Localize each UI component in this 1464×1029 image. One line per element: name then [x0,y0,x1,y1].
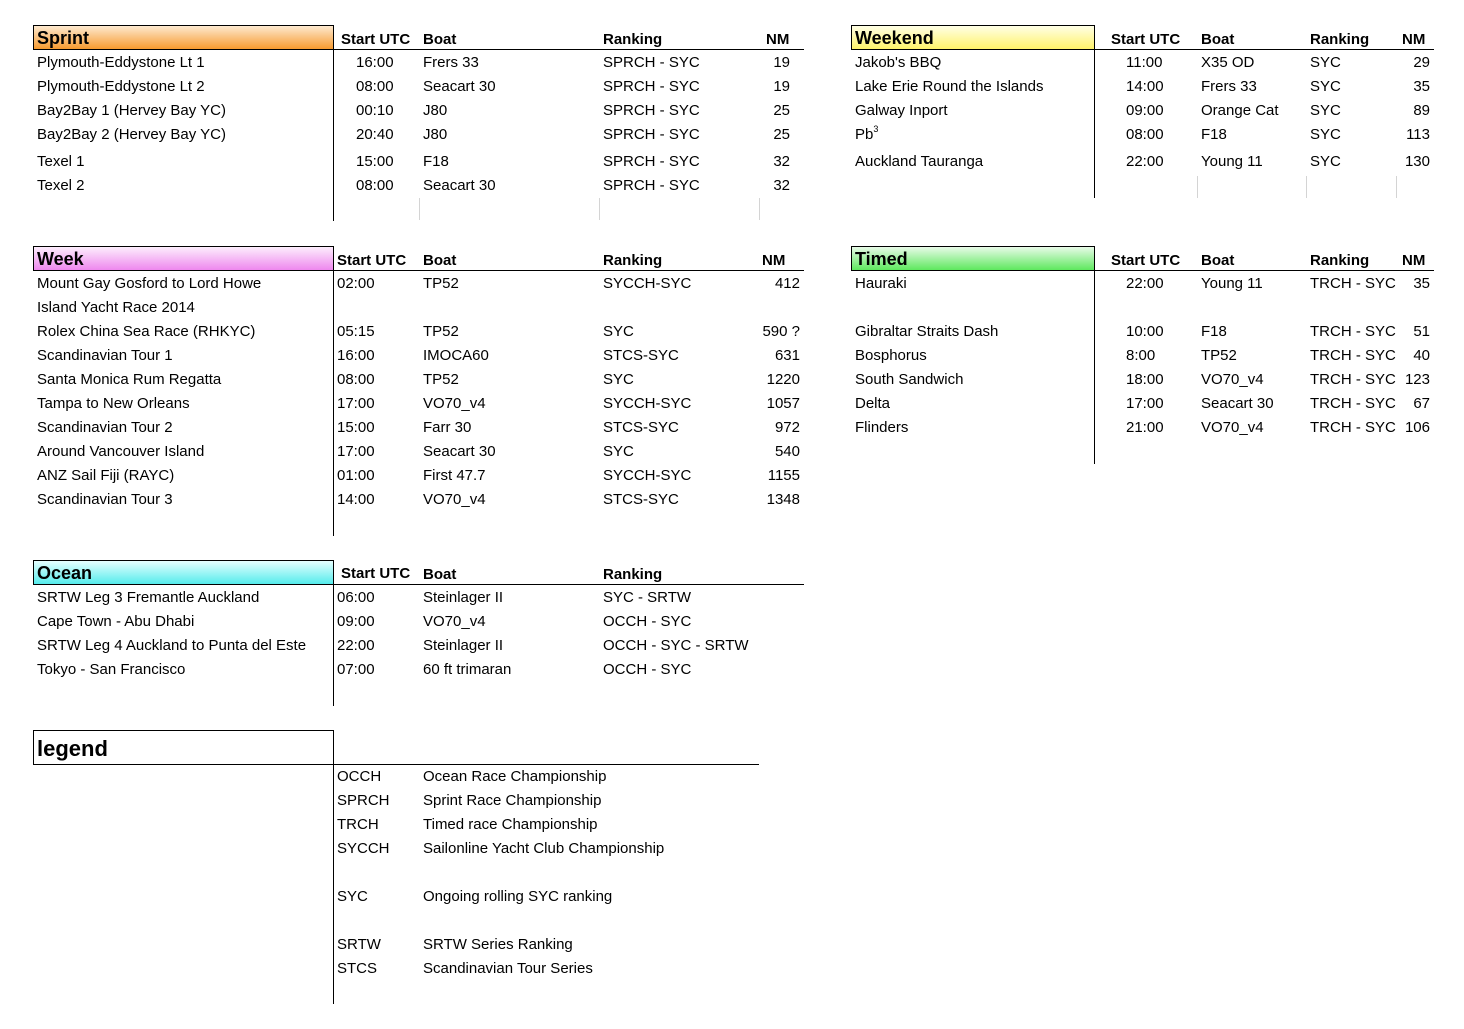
legend-title: legend [33,730,334,765]
timed-ranking-cell: TRCH - SYC [1310,347,1396,364]
sprint-header-nm: NM [766,31,790,48]
sprint-ranking-cell: SPRCH - SYC [603,177,700,194]
timed-boat-cell: Seacart 30 [1201,395,1274,412]
week-ranking-cell: STCS-SYC [603,419,679,436]
sprint-start-cell: 08:00 [356,78,394,95]
weekend-nm-cell: 89 [1413,102,1430,119]
week-boat-cell: TP52 [423,371,459,388]
week-boat-cell: Farr 30 [423,419,472,436]
week-boat-cell: VO70_v4 [423,491,486,508]
week-ranking-cell: STCS-SYC [603,491,679,508]
sprint-gridline [599,198,600,220]
week-boat-cell: VO70_v4 [423,395,486,412]
week-nm-cell: 631 [774,347,800,364]
week-start-cell: 02:00 [337,275,375,292]
sprint-nm-cell: 32 [773,177,790,194]
weekend-gridline [1197,176,1198,198]
timed-nm-cell: 35 [1413,275,1430,292]
weekend-boat-cell: F18 [1201,126,1227,143]
ocean-boat-cell: 60 ft trimaran [423,661,512,678]
timed-nm-cell: 40 [1413,347,1430,364]
weekend-boat-cell: Orange Cat [1201,102,1279,119]
weekend-gridline [1306,176,1307,198]
weekend-ranking-cell: SYC [1310,153,1341,170]
week-start-cell: 15:00 [337,419,375,436]
week-boat-cell: Seacart 30 [423,443,496,460]
legend-description: Timed race Championship [423,816,598,833]
sprint-start-cell: 00:10 [356,102,394,119]
week-ranking-cell: SYC [603,323,634,340]
sprint-boat-cell: J80 [423,126,448,143]
ocean-title: Ocean [33,560,334,585]
legend-code: OCCH [337,768,382,785]
sprint-boat-cell: Seacart 30 [423,78,496,95]
sprint-nm-cell: 19 [773,78,790,95]
sprint-name-cell: Bay2Bay 2 (Hervey Bay YC) [37,126,226,143]
timed-ranking-cell: TRCH - SYC [1310,323,1396,340]
timed-boat-cell: VO70_v4 [1201,371,1264,388]
legend-description: Ongoing rolling SYC ranking [423,888,613,905]
week-ranking-cell: SYCCH-SYC [603,467,692,484]
ocean-header-start: Start UTC [341,565,411,582]
week-nm-cell: 1348 [766,491,800,508]
week-divider [333,270,334,536]
week-nm-cell: 1155 [767,467,800,484]
sprint-title: Sprint [33,25,334,50]
weekend-boat-cell: Young 11 [1201,153,1263,170]
weekend-ranking-cell: SYC [1310,102,1341,119]
sprint-header-start: Start UTC [341,31,411,48]
sprint-ranking-cell: SPRCH - SYC [603,54,700,71]
weekend-start-cell: 08:00 [1126,126,1164,143]
timed-boat-cell: Young 11 [1201,275,1263,292]
weekend-nm-cell: 113 [1406,126,1430,143]
weekend-nm-cell: 130 [1404,153,1430,170]
sprint-gridline [419,198,420,220]
legend-description: SRTW Series Ranking [423,936,573,953]
timed-start-cell: 21:00 [1126,419,1164,436]
week-ranking-cell: STCS-SYC [603,347,679,364]
week-name-cell: Santa Monica Rum Regatta [37,371,222,388]
ocean-start-cell: 09:00 [337,613,375,630]
timed-boat-cell: VO70_v4 [1201,419,1264,436]
weekend-name-cell: Auckland Tauranga [855,153,984,170]
week-start-cell: 17:00 [337,443,375,460]
week-name-cell: Around Vancouver Island [37,443,205,460]
timed-header-ranking: Ranking [1310,252,1370,269]
legend-description: Sprint Race Championship [423,792,602,809]
sprint-header-boat: Boat [423,31,457,48]
timed-name-cell: Hauraki [855,275,907,292]
week-start-cell: 08:00 [337,371,375,388]
ocean-divider [333,584,334,706]
week-name-cell: Rolex China Sea Race (RHKYC) [37,323,256,340]
weekend-start-cell: 14:00 [1126,78,1164,95]
timed-name-cell: Bosphorus [855,347,927,364]
timed-nm-cell: 51 [1413,323,1430,340]
sprint-header-rule [334,49,804,50]
timed-header-start: Start UTC [1111,252,1181,269]
sprint-boat-cell: Seacart 30 [423,177,496,194]
timed-header-nm: NM [1402,252,1426,269]
timed-ranking-cell: TRCH - SYC [1310,275,1396,292]
legend-code: STCS [337,960,378,977]
week-name-cell: Scandinavian Tour 2 [37,419,173,436]
sprint-name-cell: Texel 2 [37,177,85,194]
week-ranking-cell: SYCCH-SYC [603,275,692,292]
ocean-header-ranking: Ranking [603,566,663,583]
weekend-gridline [1396,176,1397,198]
ocean-header-boat: Boat [423,566,457,583]
sprint-name-cell: Plymouth-Eddystone Lt 2 [37,78,205,95]
sprint-start-cell: 15:00 [356,153,394,170]
timed-divider [1094,270,1095,464]
week-header-nm: NM [762,252,786,269]
legend-description: Ocean Race Championship [423,768,607,785]
week-ranking-cell: SYC [603,371,634,388]
weekend-start-cell: 22:00 [1126,153,1164,170]
week-start-cell: 17:00 [337,395,375,412]
week-name-cell: Scandinavian Tour 3 [37,491,173,508]
ocean-ranking-cell: OCCH - SYC - SRTW [603,637,749,654]
week-start-cell: 05:15 [337,323,375,340]
sprint-boat-cell: J80 [423,102,448,119]
sprint-ranking-cell: SPRCH - SYC [603,78,700,95]
ocean-name-cell: SRTW Leg 3 Fremantle Auckland [37,589,260,606]
ocean-boat-cell: VO70_v4 [423,613,486,630]
weekend-start-cell: 11:00 [1126,54,1163,71]
sprint-ranking-cell: SPRCH - SYC [603,126,700,143]
week-ranking-cell: SYCCH-SYC [603,395,692,412]
week-nm-cell: 1220 [766,371,800,388]
weekend-name-cell: Pb$^3$ [855,124,879,143]
weekend-name-cell: Galway Inport [855,102,948,119]
week-header-ranking: Ranking [603,252,663,269]
legend-description: Sailonline Yacht Club Championship [423,840,665,857]
weekend-boat-cell: Frers 33 [1201,78,1257,95]
sprint-boat-cell: F18 [423,153,449,170]
weekend-header-start: Start UTC [1111,31,1181,48]
sprint-nm-cell: 19 [773,54,790,71]
ocean-start-cell: 07:00 [337,661,375,678]
ocean-name-cell: Cape Town - Abu Dhabi [37,613,195,630]
timed-start-cell: 8:00 [1126,347,1156,364]
timed-name-cell: Delta [855,395,891,412]
weekend-ranking-cell: SYC [1310,126,1341,143]
timed-boat-cell: TP52 [1201,347,1237,364]
timed-nm-cell: 67 [1413,395,1430,412]
week-boat-cell: IMOCA60 [423,347,489,364]
timed-name-cell: Flinders [855,419,909,436]
weekend-name-cell: Lake Erie Round the Islands [855,78,1044,95]
sprint-start-cell: 16:00 [356,54,394,71]
timed-start-cell: 10:00 [1126,323,1164,340]
timed-start-cell: 17:00 [1126,395,1164,412]
timed-name-cell: South Sandwich [855,371,964,388]
ocean-ranking-cell: SYC - SRTW [603,589,692,606]
sprint-boat-cell: Frers 33 [423,54,479,71]
sprint-name-cell: Bay2Bay 1 (Hervey Bay YC) [37,102,226,119]
week-nm-cell: 540 [774,443,800,460]
sprint-nm-cell: 25 [773,126,790,143]
weekend-header-nm: NM [1402,31,1426,48]
legend-code: SRTW [337,936,381,953]
timed-header-boat: Boat [1201,252,1235,269]
weekend-ranking-cell: SYC [1310,54,1341,71]
legend-divider [333,764,334,1004]
week-start-cell: 16:00 [337,347,375,364]
sprint-divider [333,49,334,221]
week-boat-cell: TP52 [423,275,459,292]
week-ranking-cell: SYC [603,443,634,460]
week-name-cell: Tampa to New Orleans [37,395,190,412]
ocean-start-cell: 06:00 [337,589,375,606]
ocean-ranking-cell: OCCH - SYC [603,613,692,630]
ocean-header-rule [334,584,804,585]
week-header-start: Start UTC [337,252,407,269]
weekend-nm-cell: 35 [1413,78,1430,95]
timed-start-cell: 18:00 [1126,371,1164,388]
timed-ranking-cell: TRCH - SYC [1310,371,1396,388]
sprint-nm-cell: 32 [773,153,790,170]
weekend-divider [1094,49,1095,198]
week-header-boat: Boat [423,252,457,269]
timed-start-cell: 22:00 [1126,275,1164,292]
sprint-ranking-cell: SPRCH - SYC [603,102,700,119]
ocean-ranking-cell: OCCH - SYC [603,661,692,678]
weekend-boat-cell: X35 OD [1201,54,1255,71]
weekend-nm-cell: 29 [1413,54,1430,71]
legend-code: SYC [337,888,368,905]
sprint-start-cell: 08:00 [356,177,394,194]
legend-code: TRCH [337,816,379,833]
week-name-cell: Scandinavian Tour 1 [37,347,173,364]
sprint-start-cell: 20:40 [356,126,394,143]
weekend-header-ranking: Ranking [1310,31,1370,48]
sprint-header-ranking: Ranking [603,31,663,48]
timed-name-cell: Gibraltar Straits Dash [855,323,999,340]
weekend-header-rule [1095,49,1434,50]
sprint-gridline [759,198,760,220]
week-nm-cell: 1057 [766,395,800,412]
week-header-rule [334,270,804,271]
sprint-nm-cell: 25 [773,102,790,119]
week-title: Week [33,246,334,271]
ocean-start-cell: 22:00 [337,637,375,654]
week-start-cell: 14:00 [337,491,375,508]
ocean-boat-cell: Steinlager II [423,637,504,654]
ocean-name-cell: SRTW Leg 4 Auckland to Punta del Este [37,637,307,654]
week-boat-cell: First 47.7 [423,467,486,484]
timed-header-rule [1095,270,1434,271]
week-nm-cell: 412 [774,275,800,292]
week-nm-cell: 972 [774,419,800,436]
sprint-name-cell: Texel 1 [37,153,85,170]
weekend-title: Weekend [851,25,1095,50]
legend-code: SPRCH [337,792,390,809]
week-boat-cell: TP52 [423,323,459,340]
weekend-start-cell: 09:00 [1126,102,1164,119]
timed-nm-cell: 106 [1404,419,1430,436]
ocean-boat-cell: Steinlager II [423,589,504,606]
week-nm-cell: 590 ? [762,323,800,340]
week-name-cell: ANZ Sail Fiji (RAYC) [37,467,175,484]
legend-rule [334,764,759,765]
week-start-cell: 01:00 [337,467,375,484]
timed-nm-cell: 123 [1404,371,1430,388]
sprint-name-cell: Plymouth-Eddystone Lt 1 [37,54,205,71]
week-name-cell: Mount Gay Gosford to Lord Howe [37,275,262,292]
legend-code: SYCCH [337,840,390,857]
ocean-name-cell: Tokyo - San Francisco [37,661,186,678]
timed-ranking-cell: TRCH - SYC [1310,419,1396,436]
sprint-ranking-cell: SPRCH - SYC [603,153,700,170]
weekend-name-cell: Jakob's BBQ [855,54,942,71]
timed-title: Timed [851,246,1095,271]
timed-ranking-cell: TRCH - SYC [1310,395,1396,412]
weekend-header-boat: Boat [1201,31,1235,48]
legend-description: Scandinavian Tour Series [423,960,593,977]
timed-boat-cell: F18 [1201,323,1227,340]
weekend-name-superscript: 3 [873,124,879,134]
weekend-ranking-cell: SYC [1310,78,1341,95]
week-name-cell: Island Yacht Race 2014 [37,299,195,316]
